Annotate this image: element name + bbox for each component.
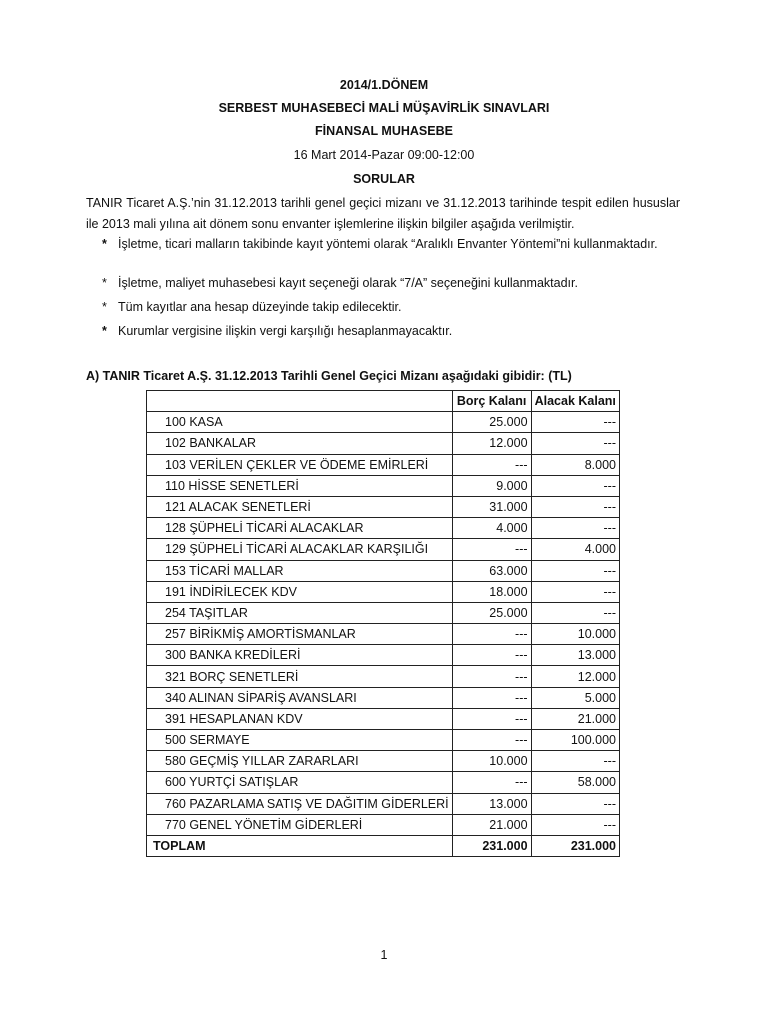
table-row xyxy=(147,412,620,433)
account-cell: 110 HİSSE SENETLERİ xyxy=(147,475,453,496)
bullet-item xyxy=(102,274,682,293)
account-cell: 100 KASA xyxy=(147,412,453,433)
credit-cell: 4.000 xyxy=(531,539,619,560)
debit-cell: 12.000 xyxy=(452,433,531,454)
bullet-item xyxy=(102,322,682,341)
header-date: 16 Mart 2014-Pazar 09:00-12:00 xyxy=(293,148,475,162)
bullet-item xyxy=(102,235,682,254)
account-cell: 257 BİRİKMİŞ AMORTİSMANLAR xyxy=(147,624,453,645)
credit-cell: 58.000 xyxy=(531,772,619,793)
credit-cell: --- xyxy=(531,518,619,539)
total-debit-cell: 231.000 xyxy=(452,835,531,856)
debit-cell: 13.000 xyxy=(452,793,531,814)
account-cell: 760 PAZARLAMA SATIŞ VE DAĞITIM GİDERLERİ xyxy=(147,793,453,814)
debit-cell: 4.000 xyxy=(452,518,531,539)
account-cell: 128 ŞÜPHELİ TİCARİ ALACAKLAR xyxy=(147,518,453,539)
credit-cell: 21.000 xyxy=(531,708,619,729)
debit-cell: --- xyxy=(452,708,531,729)
debit-cell: 25.000 xyxy=(452,412,531,433)
debit-cell: --- xyxy=(452,730,531,751)
credit-cell: 12.000 xyxy=(531,666,619,687)
debit-cell: 18.000 xyxy=(452,581,531,602)
credit-cell: 100.000 xyxy=(531,730,619,751)
bullet-text: İşletme, maliyet muhasebesi kayıt seçeneği olarak “7/A” seçeneğini kullanmaktadır. xyxy=(118,276,578,290)
credit-cell: --- xyxy=(531,475,619,496)
debit-cell: --- xyxy=(452,454,531,475)
account-cell: 153 TİCARİ MALLAR xyxy=(147,560,453,581)
account-cell: 770 GENEL YÖNETİM GİDERLERİ xyxy=(147,814,453,835)
table-row xyxy=(147,475,620,496)
table-row xyxy=(147,751,620,772)
header-period: 2014/1.DÖNEM xyxy=(339,78,429,92)
total-credit-cell: 231.000 xyxy=(531,835,619,856)
debit-cell: --- xyxy=(452,539,531,560)
account-cell: 321 BORÇ SENETLERİ xyxy=(147,666,453,687)
credit-cell: 5.000 xyxy=(531,687,619,708)
table-header-row xyxy=(147,391,620,412)
table-row xyxy=(147,730,620,751)
account-cell: 500 SERMAYE xyxy=(147,730,453,751)
page-number: 1 xyxy=(380,948,388,962)
debit-cell: --- xyxy=(452,645,531,666)
credit-cell: --- xyxy=(531,793,619,814)
credit-cell: --- xyxy=(531,581,619,602)
table-row xyxy=(147,772,620,793)
table-row xyxy=(147,454,620,475)
credit-cell: 8.000 xyxy=(531,454,619,475)
bullet-item xyxy=(102,298,682,317)
account-cell: 129 ŞÜPHELİ TİCARİ ALACAKLAR KARŞILIĞI xyxy=(147,539,453,560)
bullet-marker: * xyxy=(102,276,107,290)
table-body xyxy=(147,412,620,857)
credit-cell: --- xyxy=(531,814,619,835)
bullet-marker: * xyxy=(102,324,107,338)
account-cell: 102 BANKALAR xyxy=(147,433,453,454)
section-a-title: A) TANIR Ticaret A.Ş. 31.12.2013 Tarihli Genel Geçici Mizanı aşağıdaki gibidir: (TL) xyxy=(86,369,572,383)
debit-cell: 63.000 xyxy=(452,560,531,581)
total-row xyxy=(147,835,620,856)
debit-cell: --- xyxy=(452,624,531,645)
credit-cell: --- xyxy=(531,602,619,623)
account-header xyxy=(147,391,453,412)
bullet-marker: * xyxy=(102,237,107,251)
account-cell: 300 BANKA KREDİLERİ xyxy=(147,645,453,666)
bullet-marker: * xyxy=(102,300,107,314)
debit-cell: 9.000 xyxy=(452,475,531,496)
table-row xyxy=(147,560,620,581)
table-row xyxy=(147,581,620,602)
debit-cell: 25.000 xyxy=(452,602,531,623)
debit-cell: --- xyxy=(452,687,531,708)
bullet-text: İşletme, ticari malların takibinde kayıt yöntemi olarak “Aralıklı Envanter Yöntemi”ni kullanmaktadır. xyxy=(118,237,658,251)
bullet-text: Kurumlar vergisine ilişkin vergi karşılığı hesaplanmayacaktır. xyxy=(118,324,453,338)
debit-balance-header: Borç Kalanı xyxy=(452,391,531,412)
credit-cell: --- xyxy=(531,560,619,581)
account-cell: 580 GEÇMİŞ YILLAR ZARARLARI xyxy=(147,751,453,772)
credit-cell: --- xyxy=(531,751,619,772)
table-row xyxy=(147,602,620,623)
table-row xyxy=(147,518,620,539)
account-cell: 600 YURTÇİ SATIŞLAR xyxy=(147,772,453,793)
table-row xyxy=(147,814,620,835)
table-row xyxy=(147,645,620,666)
debit-cell: 21.000 xyxy=(452,814,531,835)
credit-cell: --- xyxy=(531,496,619,517)
account-cell: 121 ALACAK SENETLERİ xyxy=(147,496,453,517)
table-row xyxy=(147,687,620,708)
account-cell: 103 VERİLEN ÇEKLER VE ÖDEME EMİRLERİ xyxy=(147,454,453,475)
table-row xyxy=(147,539,620,560)
trial-balance-table xyxy=(146,390,620,857)
bullet-text: Tüm kayıtlar ana hesap düzeyinde takip edilecektir. xyxy=(118,300,402,314)
header-exam-title: SERBEST MUHASEBECİ MALİ MÜŞAVİRLİK SINAVLARI xyxy=(218,101,550,115)
debit-cell: 10.000 xyxy=(452,751,531,772)
credit-cell: 13.000 xyxy=(531,645,619,666)
table-row xyxy=(147,496,620,517)
intro-paragraph: TANIR Ticaret A.Ş.’nin 31.12.2013 tarihli genel geçici mizanı ve 31.12.2013 tarihinde tespit edilen hususlar ile 2013 mali yılına ait dönem sonu envanter işlemlerine ilişkin bilgiler aşağıda verilmiştir. xyxy=(86,196,680,231)
table-row xyxy=(147,666,620,687)
debit-cell: 31.000 xyxy=(452,496,531,517)
credit-cell: 10.000 xyxy=(531,624,619,645)
account-cell: 191 İNDİRİLECEK KDV xyxy=(147,581,453,602)
table-row xyxy=(147,624,620,645)
table-row xyxy=(147,708,620,729)
credit-cell: --- xyxy=(531,433,619,454)
header-questions: SORULAR xyxy=(353,172,415,186)
total-label-cell: TOPLAM xyxy=(147,835,453,856)
credit-balance-header: Alacak Kalanı xyxy=(531,391,619,412)
debit-cell: --- xyxy=(452,772,531,793)
account-cell: 254 TAŞITLAR xyxy=(147,602,453,623)
debit-cell: --- xyxy=(452,666,531,687)
credit-cell: --- xyxy=(531,412,619,433)
account-cell: 340 ALINAN SİPARİŞ AVANSLARI xyxy=(147,687,453,708)
account-cell: 391 HESAPLANAN KDV xyxy=(147,708,453,729)
table-row xyxy=(147,793,620,814)
header-subject: FİNANSAL MUHASEBE xyxy=(315,124,453,138)
table-row xyxy=(147,433,620,454)
